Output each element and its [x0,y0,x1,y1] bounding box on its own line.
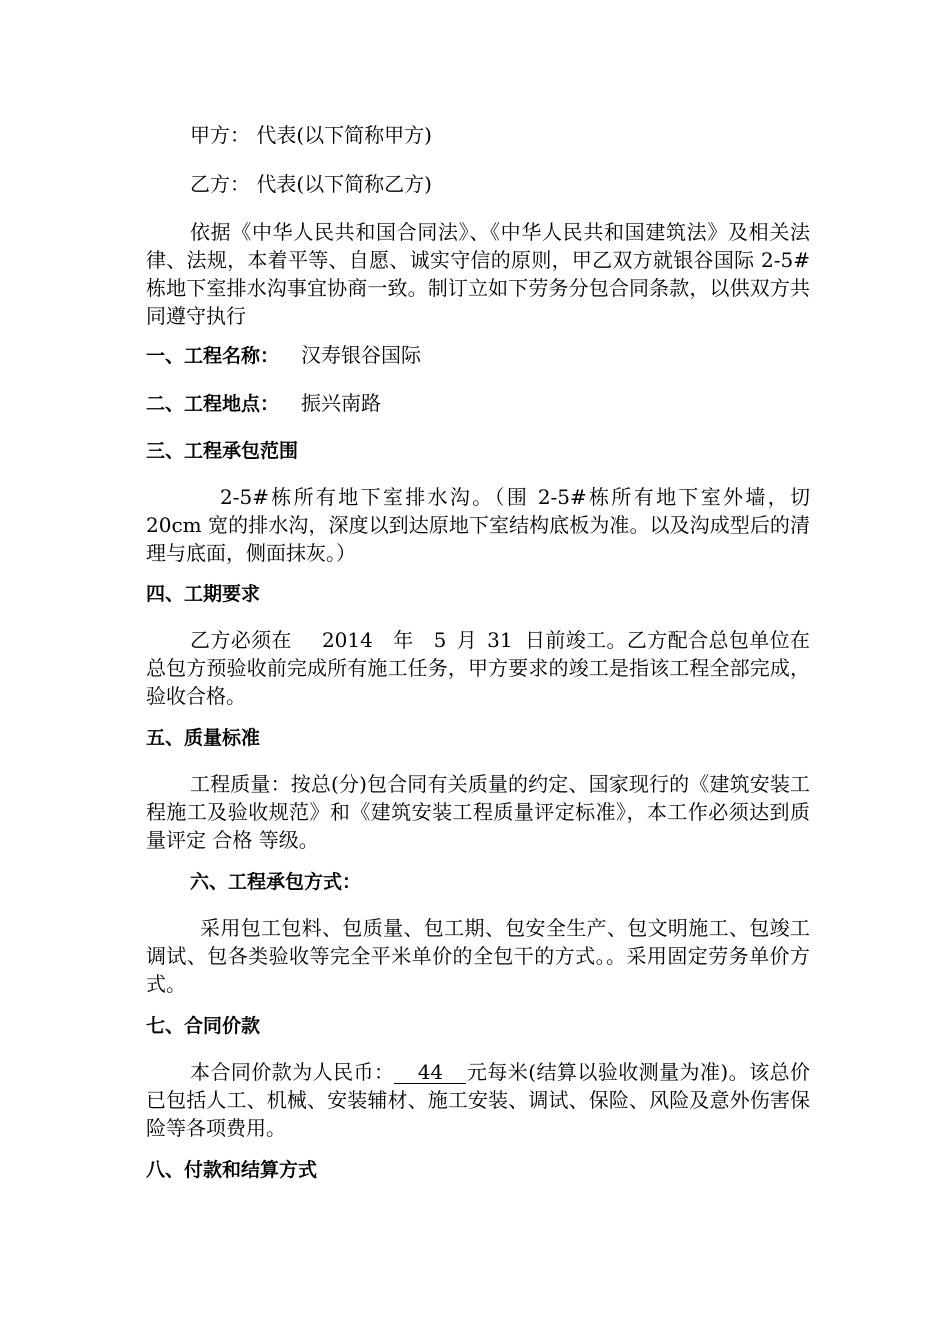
section-1-title: 一、工程名称： [146,345,280,367]
schedule-paragraph [146,626,810,710]
scope-paragraph: 2-5#栋所有地下室排水沟。（围 2-5#栋所有地下室外墙，切 20cm 宽的排水沟，深度以到达原地下室结构底板为准。以及沟成型后的清理与底面，侧面抹灰。） [146,485,810,565]
section-8-heading: 八、付款和结算方式 [146,1159,318,1181]
quality-grade: 合格 [212,828,253,852]
party-b-line: 乙方： 代表(以下简称乙方) [190,172,432,196]
contract-mode-paragraph: 采用包工包料、包质量、包工期、包安全生产、包文明施工、包竣工调试、包各类验收等完全平米单价的全包干的方式。。采用固定劳务单价方式。 [146,916,810,996]
section-2-heading [146,389,381,418]
completion-day: 31 [487,628,513,652]
section-7-heading: 七、合同价款 [146,1015,261,1037]
schedule-post-text: 日前竣工。乙方配合总包单位在总包方预验收前完成所有施工任务，甲方要求的竣工是指该工程全部完成，验收合格。 [146,628,811,708]
section-4-heading: 四、工期要求 [146,583,261,605]
section-2-title: 二、工程地点： [146,393,280,415]
completion-year: 2014 [321,628,373,652]
section-3-heading: 三、工程承包范围 [146,440,299,462]
price-post-text: 元每米(结算以验收测量为准)。该总价已包括人工、机械、安装辅材、施工安装、调试、保险、风险及意外伤害保险等各项费用。 [146,1060,811,1140]
quality-paragraph [146,770,810,854]
intro-paragraph: 依据《中华人民共和国合同法》、《中华人民共和国建筑法》及相关法律、法规，本着平等、自愿、诚实守信的原则，甲乙双方就银谷国际 2-5#栋地下室排水沟事宜协商一致。制订立如下劳务分包合同条款，以供双方共同遵守执行 [146,220,810,328]
price-paragraph [146,1058,810,1142]
month-unit: 月 [456,628,478,652]
completion-month: 5 [433,628,447,652]
price-pre-text: 本合同价款为人民币： [190,1060,395,1084]
year-unit: 年 [392,628,414,652]
section-1-heading [146,341,421,370]
section-5-heading: 五、质量标准 [146,727,261,749]
unit-price: 44 [394,1061,466,1084]
quality-pre-text: 工程质量：按总(分)包合同有关质量的约定、国家现行的《建筑安装工程施工及验收规范》和《建筑安装工程质量评定标准》，本工作必须达到质量评定 [146,772,810,852]
quality-post-text: 等级。 [258,828,319,852]
schedule-pre-text: 乙方必须在 [190,628,292,652]
party-a-line: 甲方： 代表(以下简称甲方) [190,123,432,147]
project-name: 汉寿银谷国际 [301,343,422,367]
section-6-heading: 六、工程承包方式： [190,871,362,893]
project-location: 振兴南路 [301,391,382,415]
